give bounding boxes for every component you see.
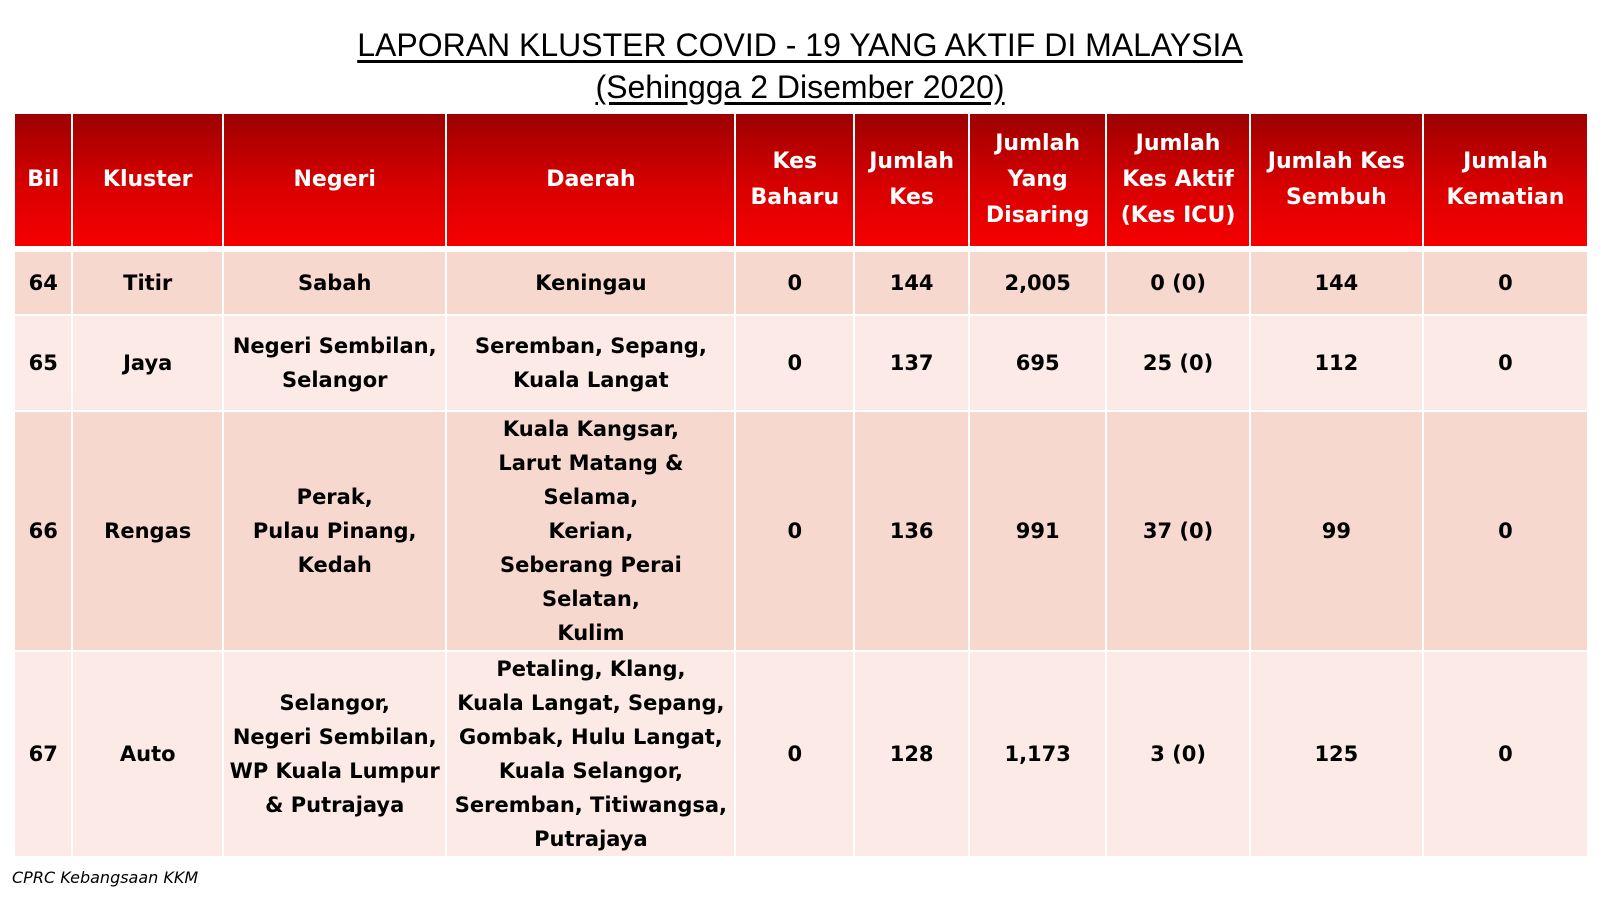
cell-line: Keningau bbox=[535, 271, 647, 295]
header-jumlah-disaring bbox=[969, 113, 1106, 249]
table-row bbox=[14, 651, 1588, 857]
cell-kes-aktif: 0 (0) bbox=[1106, 249, 1249, 315]
cell-negeri bbox=[223, 315, 446, 411]
header-label: Jumlah Kes bbox=[1267, 149, 1405, 174]
cell-jumlah-disaring: 2,005 bbox=[969, 249, 1106, 315]
header-bil bbox=[14, 113, 72, 249]
header-kluster bbox=[72, 113, 223, 249]
cell-line: Kulim bbox=[557, 621, 625, 645]
cell-jumlah-disaring: 695 bbox=[969, 315, 1106, 411]
cell-kluster: Jaya bbox=[72, 315, 223, 411]
cell-bil: 64 bbox=[14, 249, 72, 315]
cell-bil: 66 bbox=[14, 411, 72, 651]
cell-kematian: 0 bbox=[1423, 651, 1588, 857]
cell-line: Seremban, Sepang, bbox=[474, 334, 707, 358]
header-jumlah-kes bbox=[854, 113, 969, 249]
header-negeri bbox=[223, 113, 446, 249]
cell-kes-aktif: 37 (0) bbox=[1106, 411, 1249, 651]
header-label: Kes Aktif bbox=[1122, 167, 1234, 192]
cell-bil: 65 bbox=[14, 315, 72, 411]
header-kes-aktif bbox=[1106, 113, 1249, 249]
cell-line: Negeri Sembilan, bbox=[232, 334, 437, 358]
cell-negeri bbox=[223, 651, 446, 857]
header-label: Bil bbox=[27, 167, 60, 192]
header-label: Jumlah bbox=[869, 149, 955, 174]
cell-kes-sembuh: 125 bbox=[1250, 651, 1423, 857]
cell-bil: 67 bbox=[14, 651, 72, 857]
header-label: Kluster bbox=[102, 167, 193, 192]
cell-line: Putrajaya bbox=[534, 827, 648, 851]
cell-kluster: Titir bbox=[72, 249, 223, 315]
cell-jumlah-kes: 144 bbox=[854, 249, 969, 315]
header-label: Kematian bbox=[1446, 185, 1565, 210]
cell-jumlah-kes: 137 bbox=[854, 315, 969, 411]
cell-daerah bbox=[446, 315, 735, 411]
header-label: Negeri bbox=[293, 167, 376, 192]
cell-jumlah-disaring: 991 bbox=[969, 411, 1106, 651]
cell-line: Pulau Pinang, bbox=[252, 519, 417, 543]
cell-line: Selangor bbox=[281, 368, 388, 392]
cell-line: & Putrajaya bbox=[265, 793, 405, 817]
cell-kluster: Rengas bbox=[72, 411, 223, 651]
cell-kes-aktif: 3 (0) bbox=[1106, 651, 1249, 857]
cell-kes-sembuh: 112 bbox=[1250, 315, 1423, 411]
table-body bbox=[14, 249, 1588, 857]
header-label: Daerah bbox=[546, 167, 636, 192]
table-row bbox=[14, 411, 1588, 651]
header-label: Yang bbox=[1007, 167, 1068, 192]
cell-kes-baharu: 0 bbox=[735, 651, 854, 857]
header-label: Jumlah bbox=[995, 131, 1081, 156]
cell-jumlah-kes: 128 bbox=[854, 651, 969, 857]
header-label: Jumlah bbox=[1135, 131, 1221, 156]
header-label: Disaring bbox=[985, 203, 1090, 228]
cell-line: Kerian, bbox=[548, 519, 634, 543]
cell-kematian: 0 bbox=[1423, 411, 1588, 651]
cell-kes-baharu: 0 bbox=[735, 411, 854, 651]
cluster-table bbox=[13, 112, 1589, 858]
header-kematian bbox=[1423, 113, 1588, 249]
cell-kes-baharu: 0 bbox=[735, 315, 854, 411]
header-daerah bbox=[446, 113, 735, 249]
header-label: (Kes ICU) bbox=[1120, 203, 1236, 228]
cell-jumlah-kes: 136 bbox=[854, 411, 969, 651]
cell-line: Kuala Selangor, bbox=[498, 759, 683, 783]
cell-line: Kuala Langat bbox=[513, 368, 669, 392]
header-label: Kes bbox=[772, 149, 818, 174]
header-label: Kes bbox=[889, 185, 934, 210]
cell-line: Seberang Perai Selatan, bbox=[499, 553, 682, 611]
cell-line: Gombak, Hulu Langat, bbox=[459, 725, 723, 749]
report-title-line-1: LAPORAN KLUSTER COVID - 19 YANG AKTIF DI MALAYSIA bbox=[357, 27, 1243, 63]
header-label: Sembuh bbox=[1285, 185, 1387, 210]
report-title-line-2: (Sehingga 2 Disember 2020) bbox=[595, 69, 1005, 105]
cell-kluster: Auto bbox=[72, 651, 223, 857]
cell-kematian: 0 bbox=[1423, 315, 1588, 411]
cell-line: Petaling, Klang, bbox=[496, 657, 686, 681]
cell-daerah bbox=[446, 651, 735, 857]
cell-line: Negeri Sembilan, bbox=[232, 725, 437, 749]
cell-line: Kedah bbox=[297, 553, 372, 577]
cell-kes-baharu: 0 bbox=[735, 249, 854, 315]
report-title bbox=[0, 24, 1600, 108]
cell-daerah bbox=[446, 249, 735, 315]
table-header-row bbox=[14, 113, 1588, 249]
cell-negeri bbox=[223, 249, 446, 315]
header-kes-sembuh bbox=[1250, 113, 1423, 249]
header-kes-baharu bbox=[735, 113, 854, 249]
cell-line: Seremban, Titiwangsa, bbox=[454, 793, 728, 817]
cell-line: Larut Matang & Selama, bbox=[498, 451, 684, 509]
cell-line: WP Kuala Lumpur bbox=[229, 759, 440, 783]
table-row bbox=[14, 315, 1588, 411]
cell-line: Kuala Langat, Sepang, bbox=[457, 691, 725, 715]
cell-negeri bbox=[223, 411, 446, 651]
header-label: Jumlah bbox=[1463, 149, 1548, 174]
cell-daerah bbox=[446, 411, 735, 651]
cell-line: Kuala Kangsar, bbox=[502, 417, 679, 441]
cell-kematian: 0 bbox=[1423, 249, 1588, 315]
source-note: CPRC Kebangsaan KKM bbox=[12, 868, 199, 887]
cell-line: Sabah bbox=[298, 271, 372, 295]
cell-kes-aktif: 25 (0) bbox=[1106, 315, 1249, 411]
cell-line: Perak, bbox=[296, 485, 373, 509]
table-row bbox=[14, 249, 1588, 315]
header-label: Baharu bbox=[750, 185, 840, 210]
cell-kes-sembuh: 144 bbox=[1250, 249, 1423, 315]
cell-kes-sembuh: 99 bbox=[1250, 411, 1423, 651]
cell-jumlah-disaring: 1,173 bbox=[969, 651, 1106, 857]
cell-line: Selangor, bbox=[279, 691, 390, 715]
